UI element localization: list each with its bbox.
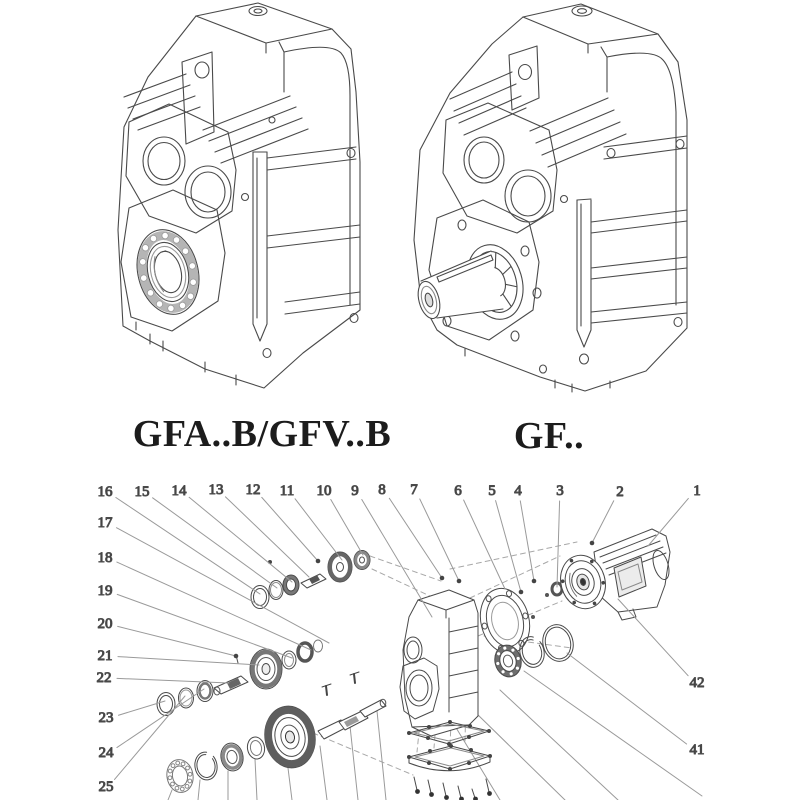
fastener-dot-7 (457, 579, 462, 584)
callout-15: 15 (134, 484, 150, 500)
hollow-shaft-bearing (128, 223, 207, 321)
leader-line-5 (496, 501, 521, 592)
motor-drawing (554, 529, 672, 620)
fastener-dot-8 (440, 576, 445, 581)
fastener-dot-4 (532, 579, 537, 584)
callout-14: 14 (171, 483, 187, 499)
oil-pan-drawing (407, 744, 492, 771)
housing-drawing (400, 590, 478, 736)
callout-layer (97, 482, 705, 795)
callout-9: 9 (351, 483, 359, 499)
exploded-view (97, 482, 705, 800)
callout-20: 20 (97, 616, 113, 632)
leader-line-4 (520, 501, 534, 581)
leader-line-9 (362, 500, 432, 617)
leader-line-15 (153, 498, 277, 588)
callout-1: 1 (693, 483, 701, 499)
gearbox-right-drawing (414, 4, 687, 392)
leader-line-12 (262, 497, 318, 561)
fastener-dot-2 (590, 541, 595, 546)
callout-25: 25 (98, 779, 114, 795)
callout-17: 17 (97, 515, 113, 531)
callout-24: 24 (98, 745, 114, 761)
leader-line-3 (557, 501, 560, 587)
callout-41: 41 (689, 742, 705, 758)
callout-16: 16 (97, 484, 113, 500)
callout-11: 11 (279, 483, 295, 499)
callout-5: 5 (488, 483, 496, 499)
fastener-dot-20 (234, 654, 239, 659)
leader-line-7 (420, 499, 459, 581)
output-shaft (414, 251, 503, 321)
callout-42: 42 (689, 675, 705, 691)
leader-line-22 (117, 678, 229, 683)
leader-line-10 (331, 500, 363, 555)
fastener-dot-12 (316, 559, 321, 564)
callout-21: 21 (97, 648, 113, 664)
leader-line-24 (117, 689, 204, 748)
leader-line-18 (117, 562, 311, 650)
callout-4: 4 (514, 483, 522, 499)
leader-line-16 (116, 497, 260, 594)
leader-line-1 (648, 498, 688, 546)
leader-line-41 (567, 653, 687, 744)
part-o-ring (539, 621, 577, 664)
callout-3: 3 (556, 483, 564, 499)
model-label-right: GF.. (513, 415, 585, 457)
callout-2: 2 (616, 484, 624, 500)
callout-12: 12 (245, 482, 261, 498)
output-gear-parts (164, 672, 386, 795)
leader-line-11 (295, 499, 342, 560)
leader-line-2 (592, 501, 614, 543)
callout-8: 8 (378, 482, 386, 498)
callout-7: 7 (410, 482, 418, 498)
leader-line-42 (618, 599, 688, 676)
callout-18: 18 (97, 550, 113, 566)
callout-19: 19 (97, 583, 113, 599)
callout-6: 6 (454, 483, 462, 499)
input-shaft-parts (251, 551, 370, 609)
callout-23: 23 (98, 710, 114, 726)
fastener-dot-5 (519, 590, 524, 595)
callout-10: 10 (316, 483, 332, 499)
model-label-left: GFA..B/GFV..B (132, 413, 392, 455)
pan-bolts (414, 777, 492, 800)
callout-13: 13 (208, 482, 224, 498)
leader-line-14 (189, 497, 292, 582)
callout-22: 22 (96, 670, 112, 686)
gearbox-left-drawing (118, 3, 360, 388)
